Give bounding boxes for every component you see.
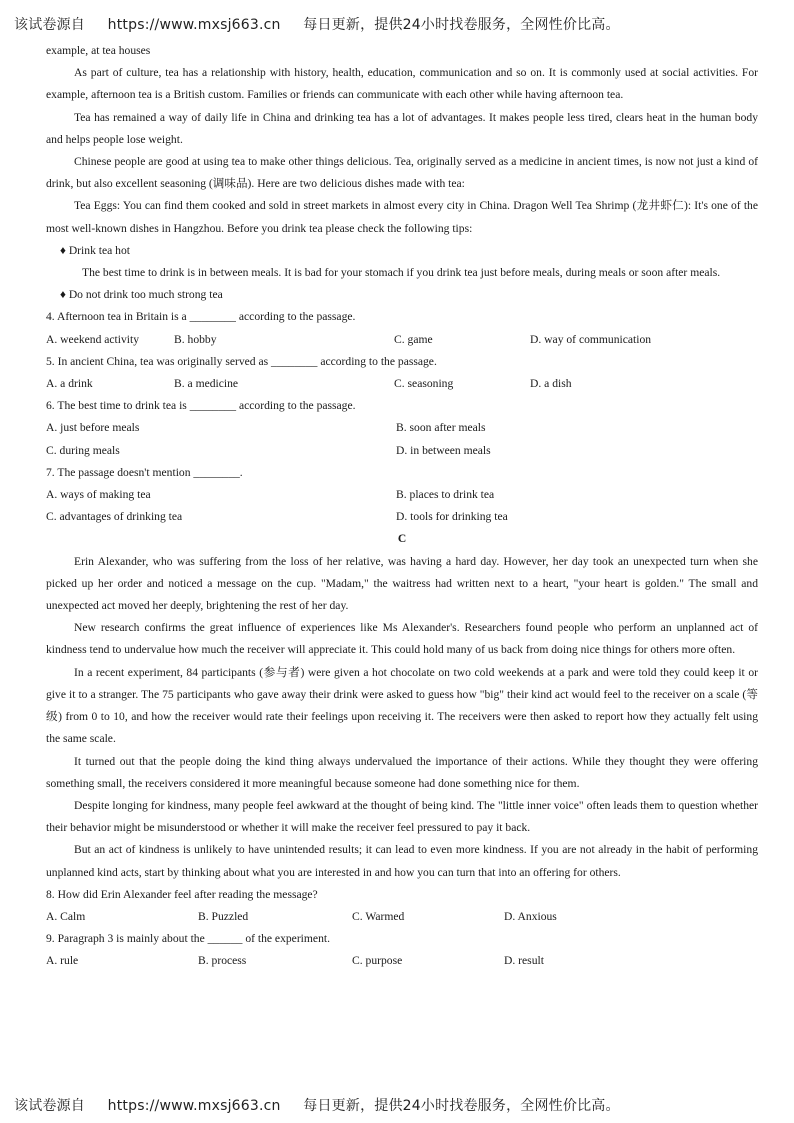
passage-c-paragraph: Despite longing for kindness, many people feel awkward at the thought of being kind. The "little inner voice" often leads them to question whether their behavior might be misunderstood or whether it will make the receiver feel pressured to pay it back.: [46, 798, 758, 835]
question-stem: 6. The best time to drink tea is ________ according to the passage.: [46, 399, 356, 413]
passage-c-paragraph: It turned out that the people doing the kind thing always undervalued the importance of their actions. While they thought they were offering something small, the receivers considered it more meaningful because someone had done something nice for them.: [46, 754, 758, 790]
passage-b-paragraph: Tea has remained a way of daily life in China and drinking tea has a lot of advantages. It makes people less tired, clears heat in the human body and helps people lose weight.: [46, 110, 758, 146]
banner-source: 该试卷源自: [14, 1098, 85, 1114]
question-stem: 8. How did Erin Alexander feel after reading the message?: [46, 887, 318, 901]
option-d[interactable]: D. result: [504, 954, 544, 968]
option-a[interactable]: A. rule: [46, 954, 79, 968]
banner-slogan: 每日更新，提供24小时找卷服务，全网性价比高。: [303, 17, 620, 33]
option-b[interactable]: B. places to drink tea: [396, 488, 495, 502]
banner-source: 该试卷源自: [14, 17, 85, 33]
banner-url[interactable]: https://www.mxsj663.cn: [107, 1098, 281, 1114]
option-c[interactable]: C. Warmed: [352, 909, 405, 923]
option-c[interactable]: C. purpose: [352, 954, 403, 968]
passage-b-paragraph: Chinese people are good at using tea to make other things delicious. Tea, originally served as a medicine in ancient times, is now not just a kind of drink, but also excellent seasoning (调味品). Here are two delicious dishes made with tea:: [46, 155, 758, 191]
passage-c-paragraph: New research confirms the great influence of experiences like Ms Alexander's. Researchers found people who perform an unplanned act of kindness tend to undervalue how much the receiver will appreciate it. This could hold many of us back from doing nice things for others more often.: [46, 621, 758, 657]
question-stem: 9. Paragraph 3 is mainly about the ______ of the experiment.: [46, 932, 330, 946]
passage-b-paragraph: Tea Eggs: You can find them cooked and sold in street markets in almost every city in China. Dragon Well Tea Shrimp (龙井虾仁): It's one of the most well-known dishes in Hangzhou. Before you drink tea please check the following tips:: [46, 199, 758, 235]
passage-c-paragraph: In a recent experiment, 84 participants (参与者) were given a hot chocolate on two cold weekends at a park and were told they could keep it or give it to a stranger. The 75 participants who gave away their drink were asked to guess how "big" their kind act would feel to the receiver on a scale (等级) from 0 to 10, and how the receiver would rate their feelings upon receiving it. The receivers were then asked to report how they actually felt using the same scale.: [46, 665, 758, 746]
option-b[interactable]: B. process: [198, 954, 247, 968]
question-stem: 5. In ancient China, tea was originally served as ________ according to the passage.: [46, 354, 437, 368]
option-d[interactable]: D. a dish: [530, 377, 572, 391]
option-b[interactable]: B. Puzzled: [198, 909, 249, 923]
option-b[interactable]: B. a medicine: [174, 377, 239, 391]
banner-url[interactable]: https://www.mxsj663.cn: [107, 17, 281, 33]
question-stem: 4. Afternoon tea in Britain is a ________ according to the passage.: [46, 310, 356, 324]
option-a[interactable]: A. ways of making tea: [46, 488, 151, 502]
option-d[interactable]: D. tools for drinking tea: [396, 510, 508, 524]
tip-title: ♦ Do not drink too much strong tea: [60, 288, 223, 302]
tip-text: The best time to drink is in between meals. It is bad for your stomach if you drink tea just before meals, during meals or soon after meals.: [82, 266, 721, 280]
banner-slogan: 每日更新，提供24小时找卷服务，全网性价比高。: [303, 1098, 620, 1114]
question-stem: 7. The passage doesn't mention ________.: [46, 465, 243, 479]
option-b[interactable]: B. hobby: [174, 332, 217, 346]
question-options: [46, 484, 758, 506]
option-c[interactable]: C. game: [394, 332, 433, 346]
question-options: [46, 506, 758, 528]
option-c[interactable]: C. during meals: [46, 443, 120, 457]
option-b[interactable]: B. soon after meals: [396, 421, 486, 435]
option-d[interactable]: D. in between meals: [396, 443, 491, 457]
passage-b-paragraph: As part of culture, tea has a relationship with history, health, education, communication and so on. It is commonly used at social activities. For example, afternoon tea is a British custom. Families or friends can communicate with each other while having afternoon tea.: [46, 66, 758, 102]
option-a[interactable]: A. a drink: [46, 377, 93, 391]
option-a[interactable]: A. weekend activity: [46, 332, 140, 346]
passage-b-fragment: example, at tea houses: [46, 44, 151, 57]
question-options: [46, 373, 758, 395]
exam-page-content: [46, 40, 758, 973]
question-options: [46, 329, 758, 351]
passage-c-paragraph: But an act of kindness is unlikely to have unintended results; it can lead to even more kindness. If you are not already in the habit of performing unplanned kind acts, start by thinking about what you are interested in and how you can turn that into an offering for others.: [46, 843, 758, 879]
question-options: [46, 906, 758, 928]
option-d[interactable]: D. way of communication: [530, 332, 652, 346]
passage-c-paragraph: Erin Alexander, who was suffering from the loss of her relative, was having a hard day. However, her day took an unexpected turn when she picked up her order and noticed a message on the cup. "Madam," the waitress had written next to a heart, "your heart is golden." The small and unexpected act moved her deeply, brightening the rest of her day.: [46, 554, 758, 613]
option-a[interactable]: A. Calm: [46, 909, 86, 923]
option-a[interactable]: A. just before meals: [46, 421, 140, 435]
bottom-banner: [14, 1095, 620, 1115]
question-options: [46, 417, 758, 439]
question-options: [46, 440, 758, 462]
section-label: C: [397, 532, 407, 546]
option-d[interactable]: D. Anxious: [504, 909, 557, 923]
top-banner: [14, 14, 620, 34]
tip-title: ♦ Drink tea hot: [60, 243, 130, 257]
option-c[interactable]: C. advantages of drinking tea: [46, 510, 183, 524]
question-options: [46, 950, 758, 972]
option-c[interactable]: C. seasoning: [394, 377, 454, 391]
